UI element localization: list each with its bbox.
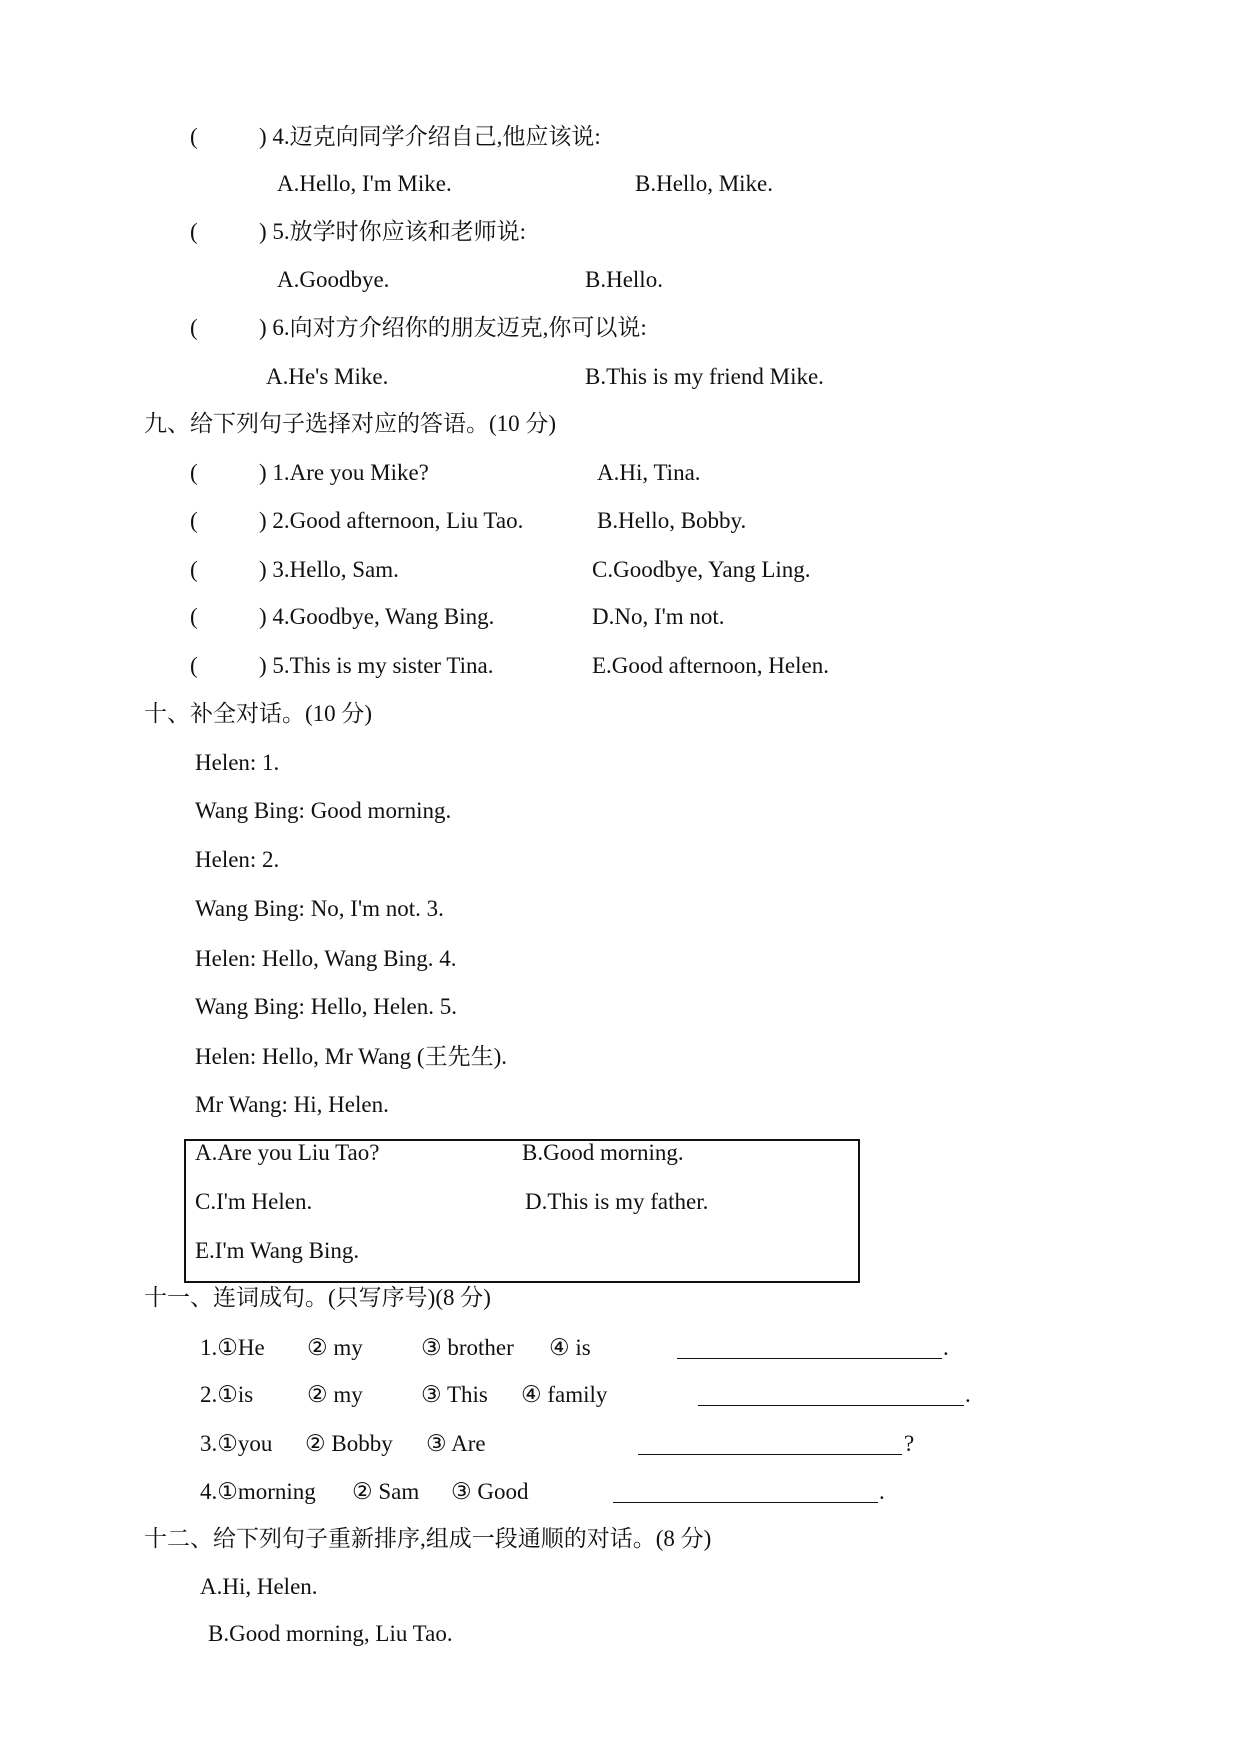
- word: ③ Are: [426, 1431, 486, 1456]
- answer-bracket[interactable]: (: [190, 315, 198, 340]
- box-option: C.I'm Helen.: [195, 1189, 313, 1214]
- word: ② my: [307, 1335, 363, 1360]
- section-11-title: 十一、连词成句。(只写序号)(8 分): [144, 1285, 491, 1310]
- word: ③ Good: [451, 1479, 529, 1504]
- box-option: A.Are you Liu Tao?: [195, 1140, 380, 1165]
- option-a: A.Hello, I'm Mike.: [277, 171, 452, 196]
- word: ② my: [307, 1382, 363, 1407]
- question-text: ) 6.向对方介绍你的朋友迈克,你可以说:: [259, 315, 647, 340]
- dialogue-line: Wang Bing: No, I'm not. 3.: [195, 896, 444, 921]
- word: ③ This: [421, 1382, 488, 1407]
- dialogue-line: Mr Wang: Hi, Helen.: [195, 1092, 389, 1117]
- box-option: E.I'm Wang Bing.: [195, 1238, 360, 1263]
- question-text: ) 4.迈克向同学介绍自己,他应该说:: [259, 124, 601, 149]
- dialogue-line: Helen: 1.: [195, 750, 280, 775]
- answer-bracket[interactable]: (: [190, 124, 198, 149]
- end-punct: ?: [904, 1431, 915, 1456]
- answer-option: C.Goodbye, Yang Ling.: [592, 557, 811, 582]
- word: ④ family: [521, 1382, 608, 1407]
- question-text: ) 3.Hello, Sam.: [259, 557, 399, 582]
- dialogue-line: Wang Bing: Good morning.: [195, 798, 452, 823]
- section-10-title: 十、补全对话。(10 分): [144, 701, 373, 726]
- question-text: ) 1.Are you Mike?: [259, 460, 429, 485]
- answer-option: B.Hello, Bobby.: [597, 508, 747, 533]
- option-b: B.Hello, Mike.: [635, 171, 773, 196]
- question-text: ) 5.This is my sister Tina.: [259, 653, 494, 678]
- answer-blank[interactable]: [638, 1430, 902, 1455]
- answer-blank[interactable]: [677, 1334, 942, 1359]
- section-12-title: 十二、给下列句子重新排序,组成一段通顺的对话。(8 分): [144, 1526, 712, 1551]
- answer-bracket[interactable]: (: [190, 604, 198, 629]
- option-b: B.This is my friend Mike.: [585, 364, 824, 389]
- option-b: B.Hello.: [585, 267, 663, 292]
- word: 3.①you: [200, 1431, 273, 1456]
- answer-bracket[interactable]: (: [190, 219, 198, 244]
- dialogue-line: Helen: Hello, Mr Wang (王先生).: [195, 1044, 507, 1069]
- question-text: ) 5.放学时你应该和老师说:: [259, 219, 527, 244]
- answer-bracket[interactable]: (: [190, 557, 198, 582]
- option-a: A.Goodbye.: [277, 267, 390, 292]
- word: ② Bobby: [305, 1431, 393, 1456]
- word: ④ is: [549, 1335, 591, 1360]
- word: 2.①is: [200, 1382, 254, 1407]
- answer-option: A.Hi, Tina.: [597, 460, 701, 485]
- box-option: B.Good morning.: [522, 1140, 684, 1165]
- dialogue-line: Wang Bing: Hello, Helen. 5.: [195, 994, 457, 1019]
- section-9-title: 九、给下列句子选择对应的答语。(10 分): [144, 411, 557, 436]
- word: 4.①morning: [200, 1479, 316, 1504]
- answer-blank[interactable]: [698, 1381, 964, 1406]
- word: 1.①He: [200, 1335, 265, 1360]
- option-a: A.He's Mike.: [266, 364, 389, 389]
- answer-option: D.No, I'm not.: [592, 604, 725, 629]
- reorder-item: B.Good morning, Liu Tao.: [208, 1621, 453, 1646]
- answer-blank[interactable]: [613, 1478, 878, 1503]
- answer-option: E.Good afternoon, Helen.: [592, 653, 829, 678]
- question-text: ) 4.Goodbye, Wang Bing.: [259, 604, 495, 629]
- end-punct: .: [965, 1382, 971, 1407]
- reorder-item: A.Hi, Helen.: [200, 1574, 318, 1599]
- answer-bracket[interactable]: (: [190, 653, 198, 678]
- answer-bracket[interactable]: (: [190, 508, 198, 533]
- word: ② Sam: [352, 1479, 420, 1504]
- dialogue-line: Helen: 2.: [195, 847, 280, 872]
- answer-bracket[interactable]: (: [190, 460, 198, 485]
- box-option: D.This is my father.: [525, 1189, 709, 1214]
- question-text: ) 2.Good afternoon, Liu Tao.: [259, 508, 524, 533]
- end-punct: .: [943, 1335, 949, 1360]
- word: ③ brother: [421, 1335, 514, 1360]
- dialogue-line: Helen: Hello, Wang Bing. 4.: [195, 946, 457, 971]
- end-punct: .: [879, 1479, 885, 1504]
